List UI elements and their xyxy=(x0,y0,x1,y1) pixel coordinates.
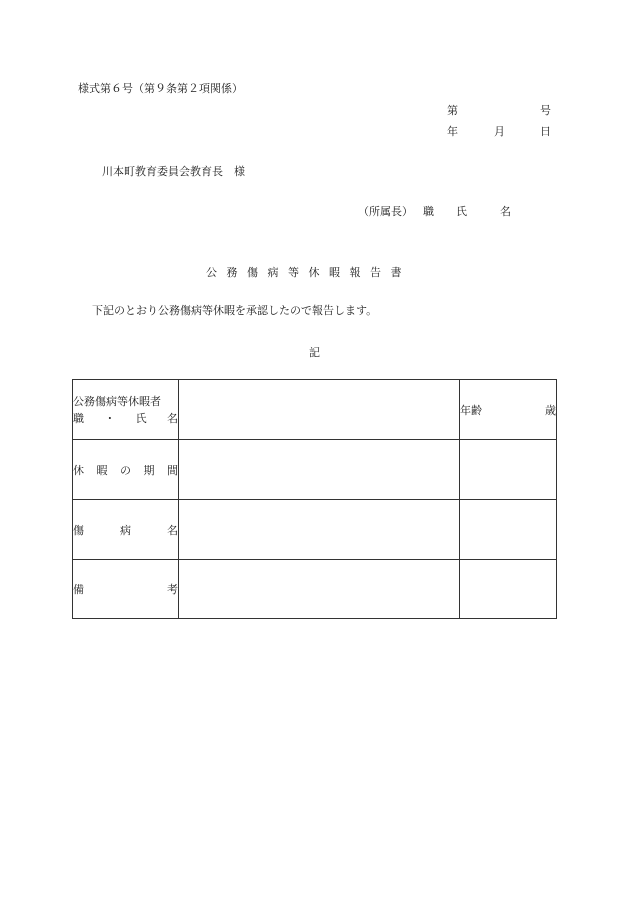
sender-name-label: 職 氏 名 xyxy=(423,205,511,218)
person-label-cell xyxy=(73,380,179,440)
remarks-field[interactable] xyxy=(179,560,460,619)
ki-heading: 記 xyxy=(309,346,320,359)
leave-period-label: 休 暇 の 期 間 xyxy=(73,440,179,500)
injury-name-field[interactable] xyxy=(179,500,460,560)
date-day: 日 xyxy=(540,125,551,138)
addressee: 川本町教育委員会教育長 様 xyxy=(102,165,245,178)
body-text: 下記のとおり公務傷病等休暇を承認したので報告します。 xyxy=(92,304,378,317)
person-label-line1: 公務傷病等休暇者 xyxy=(73,394,161,408)
person-label-line2: 職 ・ 氏 名 xyxy=(73,411,178,425)
sender-paren: （所属長） xyxy=(358,205,413,218)
doc-number-suffix: 号 xyxy=(540,104,551,117)
remarks-label: 備 考 xyxy=(73,560,179,619)
leave-period-field[interactable] xyxy=(179,440,460,500)
report-table xyxy=(72,379,557,619)
injury-name-label: 傷 病 名 xyxy=(73,500,179,560)
age-label: 年齢 xyxy=(460,403,482,417)
date-month: 月 xyxy=(494,125,505,138)
age-field[interactable] xyxy=(460,380,557,440)
table-row xyxy=(73,500,557,560)
table-row xyxy=(73,440,557,500)
table-row xyxy=(73,380,557,440)
form-number: 様式第６号（第９条第２項関係） xyxy=(78,82,243,95)
date-year: 年 xyxy=(447,125,458,138)
age-unit: 歳 xyxy=(545,403,556,417)
leave-period-extra-field[interactable] xyxy=(460,440,557,500)
remarks-extra-field[interactable] xyxy=(460,560,557,619)
document-title: 公 務 傷 病 等 休 暇 報 告 書 xyxy=(206,266,405,279)
injury-name-extra-field[interactable] xyxy=(460,500,557,560)
table-row xyxy=(73,560,557,619)
doc-number-prefix: 第 xyxy=(447,104,458,117)
person-name-field[interactable] xyxy=(179,380,460,440)
